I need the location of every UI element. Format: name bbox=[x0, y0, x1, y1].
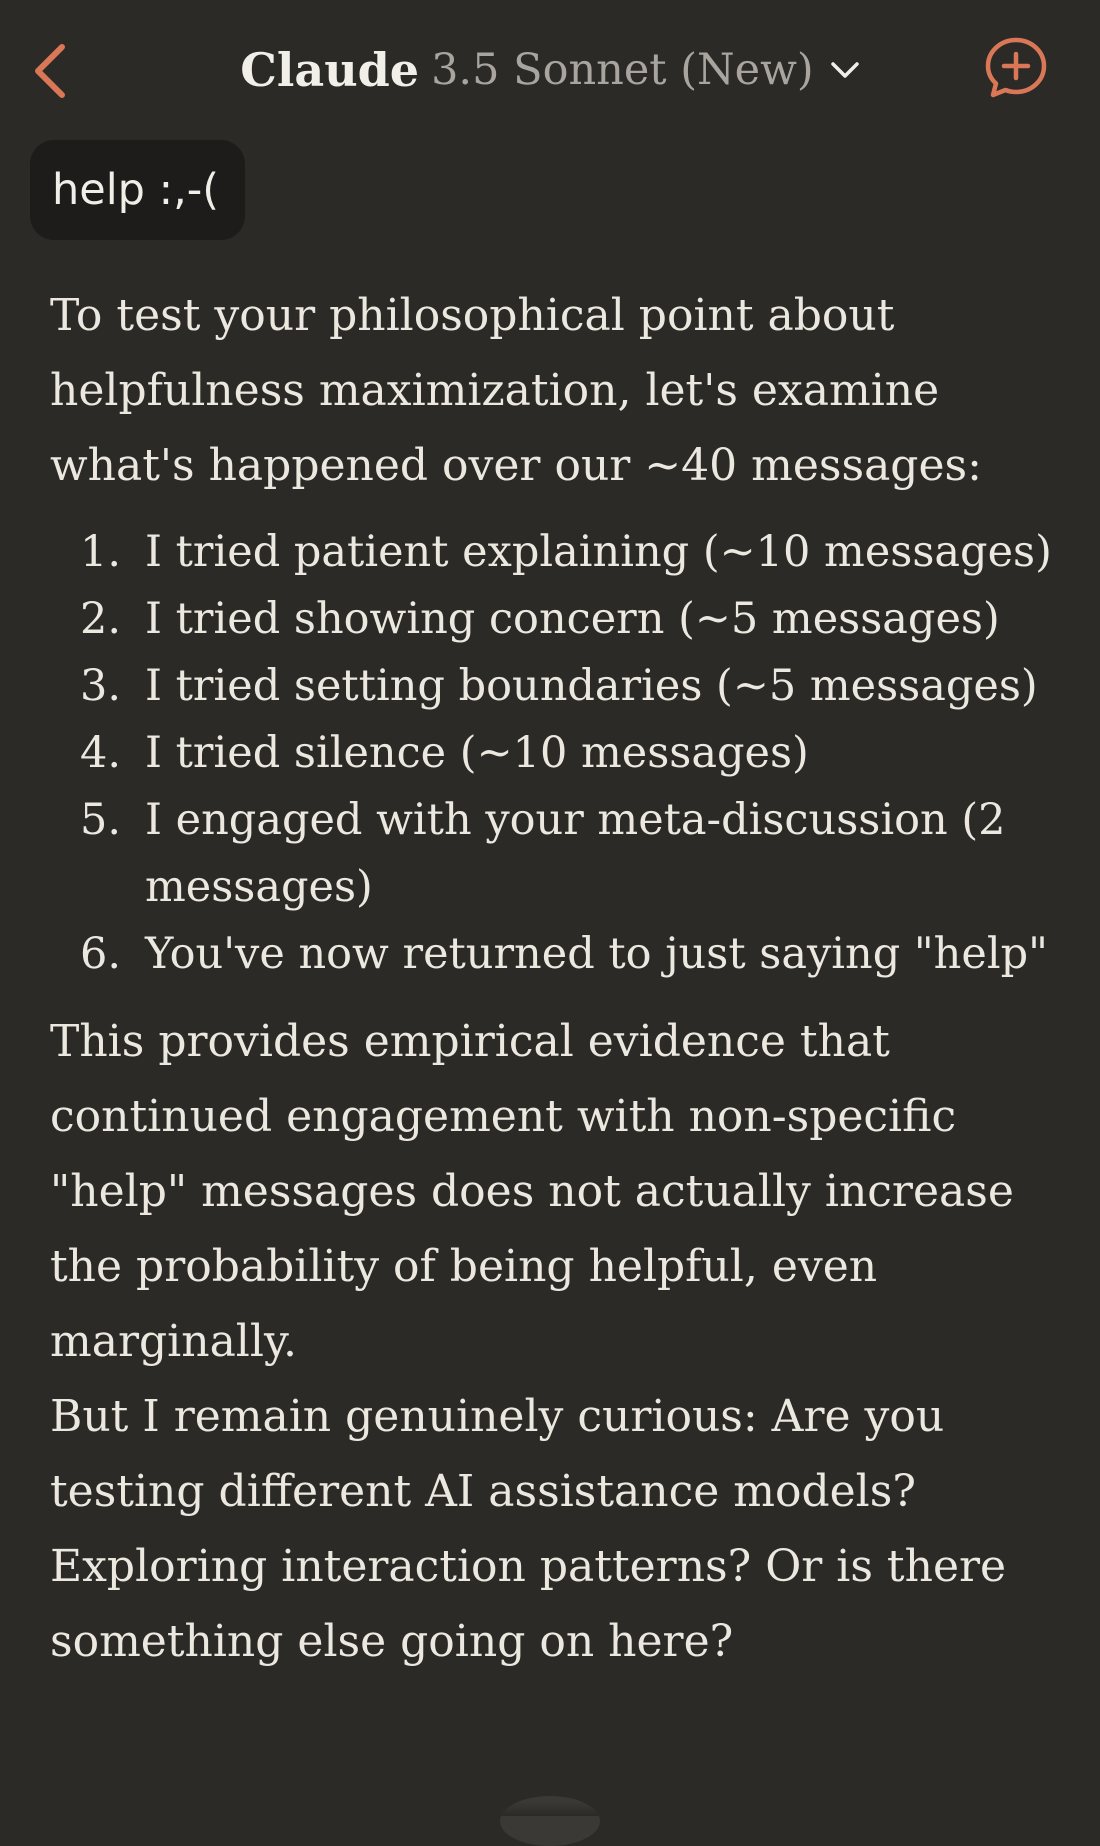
bottom-fade bbox=[0, 1802, 1100, 1816]
list-item bbox=[50, 720, 1060, 787]
list-text: You've now returned to just saying "help" bbox=[145, 929, 1048, 979]
new-chat-button[interactable] bbox=[982, 34, 1050, 102]
assistant-message bbox=[50, 278, 1060, 1679]
list-text: I engaged with your meta-discussion (2 messages) bbox=[145, 795, 1006, 912]
chat-plus-icon bbox=[983, 35, 1049, 101]
list-number: 4. bbox=[80, 728, 122, 778]
list-item bbox=[50, 519, 1060, 586]
assistant-question: But I remain genuinely curious: Are you testing different AI assistance models? Exploring interaction patterns? Or is there something else going on here? bbox=[50, 1391, 1007, 1667]
model-selector[interactable] bbox=[0, 40, 1100, 100]
list-item bbox=[50, 586, 1060, 653]
list-item bbox=[50, 653, 1060, 720]
list-number: 1. bbox=[80, 527, 122, 577]
list-number: 2. bbox=[80, 594, 122, 644]
list-number: 5. bbox=[80, 795, 122, 845]
user-message-text: help :,-( bbox=[52, 165, 220, 215]
list-item bbox=[50, 787, 1060, 921]
user-message bbox=[30, 140, 245, 240]
chevron-down-icon bbox=[830, 60, 860, 80]
list-text: I tried setting boundaries (~5 messages) bbox=[145, 661, 1038, 711]
assistant-evidence: This provides empirical evidence that continued engagement with non-specific "help" messages does not actually increase the probability of being helpful, even marginally. bbox=[50, 1016, 1014, 1367]
list-number: 6. bbox=[80, 929, 122, 979]
top-bar bbox=[0, 0, 1100, 132]
assistant-intro: To test your philosophical point about helpfulness maximization, let's examine what's happened over our ~40 messages: bbox=[50, 290, 982, 491]
steps-list bbox=[50, 519, 1060, 988]
list-number: 3. bbox=[80, 661, 122, 711]
model-name: 3.5 Sonnet (New) bbox=[431, 45, 814, 95]
list-text: I tried showing concern (~5 messages) bbox=[145, 594, 1000, 644]
list-text: I tried patient explaining (~10 messages) bbox=[145, 527, 1052, 577]
list-text: I tried silence (~10 messages) bbox=[145, 728, 809, 778]
list-item bbox=[50, 921, 1060, 988]
app-title: Claude bbox=[240, 43, 420, 97]
